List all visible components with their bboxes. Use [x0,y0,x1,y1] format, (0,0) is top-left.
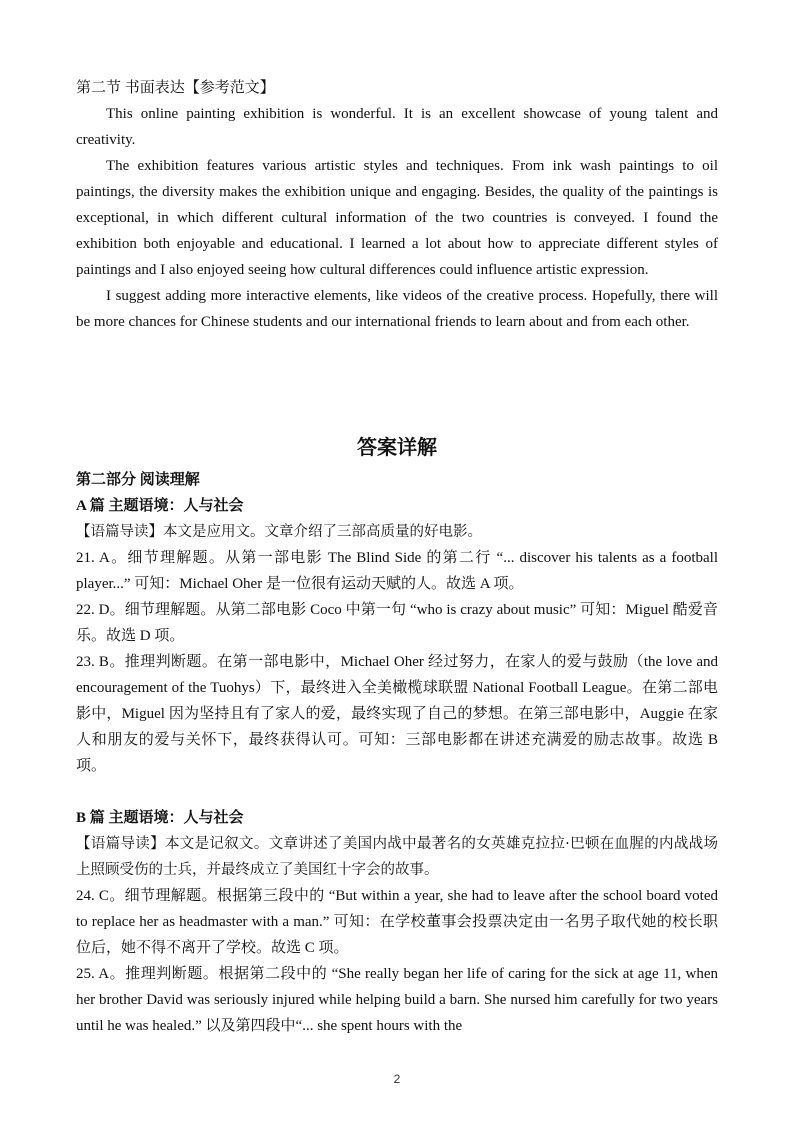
section-b-guide: 【语篇导读】本文是记叙文。文章讲述了美国内战中最著名的女英雄克拉拉·巴顿在血腥的内战战场上照顾受伤的士兵，并最终成立了美国红十字会的故事。 [76,836,718,878]
answer-item-23: 23. B。推理判断题。在第一部电影中，Michael Oher 经过努力，在家人的爱与鼓励（the love and encouragement of the Tuohys）下，最终进入全美橄榄球联盟 National Football League。在第二部电影中，Miguel 因为坚持且有了家人的爱，最终实现了自己的梦想。在第三部电影中，Auggie 在家人和朋友的爱与关怀下，最终获得认可。可知：三部电影都在讲述充满爱的励志故事。故选 B 项。 [76,654,718,774]
essay-paragraph: I suggest adding more interactive elements, like videos of the creative process. Hopefully, there will be more chances for Chinese students and our international friends to learn about and from each other. [76,288,718,330]
answer-item-25: 25. A。推理判断题。根据第二段中的 “She really began her life of caring for the sick at age 11, when her brother David was seriously injured while helping build a barn. She nursed him carefully for two years until he was healed.” 以及第四段中“... she spent hours with the [76,966,718,1034]
essay-paragraph: This online painting exhibition is wonderful. It is an excellent showcase of young talent and creativity. [76,106,718,148]
section-spacer [76,779,718,805]
answer-item-24: 24. C。细节理解题。根据第三段中的 “But within a year, she had to leave after the school board voted to replace her as headmaster with a man.” 可知：在学校董事会投票决定由一名男子取代她的校长职位后，她不得不离开了学校。故选 C 项。 [76,888,718,956]
answers-title: 答案详解 [357,435,437,459]
section-a-header: A 篇 主题语境：人与社会 [76,498,244,514]
page-number: 2 [393,1072,401,1086]
section-a-guide: 【语篇导读】本文是应用文。文章介绍了三部高质量的好电影。 [76,524,482,540]
essay-section-header: 第二节 书面表达【参考范文】 [76,80,275,96]
answers-section [76,467,718,1039]
answer-item-22: 22. D。细节理解题。从第二部电影 Coco 中第一句 “who is crazy about music” 可知：Miguel 酷爱音乐。故选 D 项。 [76,602,718,644]
section-b-header: B 篇 主题语境：人与社会 [76,810,244,826]
part-header: 第二部分 阅读理解 [76,472,200,488]
essay-paragraph: The exhibition features various artistic styles and techniques. From ink wash paintings to oil paintings, the diversity makes the exhibition unique and engaging. Besides, the quality of the paintings is exceptional, in which different cultural information of the two countries is conveyed. I found the exhibition both enjoyable and educational. I learned a lot about how to appreciate different styles of paintings and I also enjoyed seeing how cultural differences could influence artistic expression. [76,158,718,278]
essay-section [76,75,718,335]
answer-item-21: 21. A。细节理解题。从第一部电影 The Blind Side 的第二行 “... discover his talents as a football player...” 可知：Michael Oher 是一位很有运动天赋的人。故选 A 项。 [76,550,718,592]
